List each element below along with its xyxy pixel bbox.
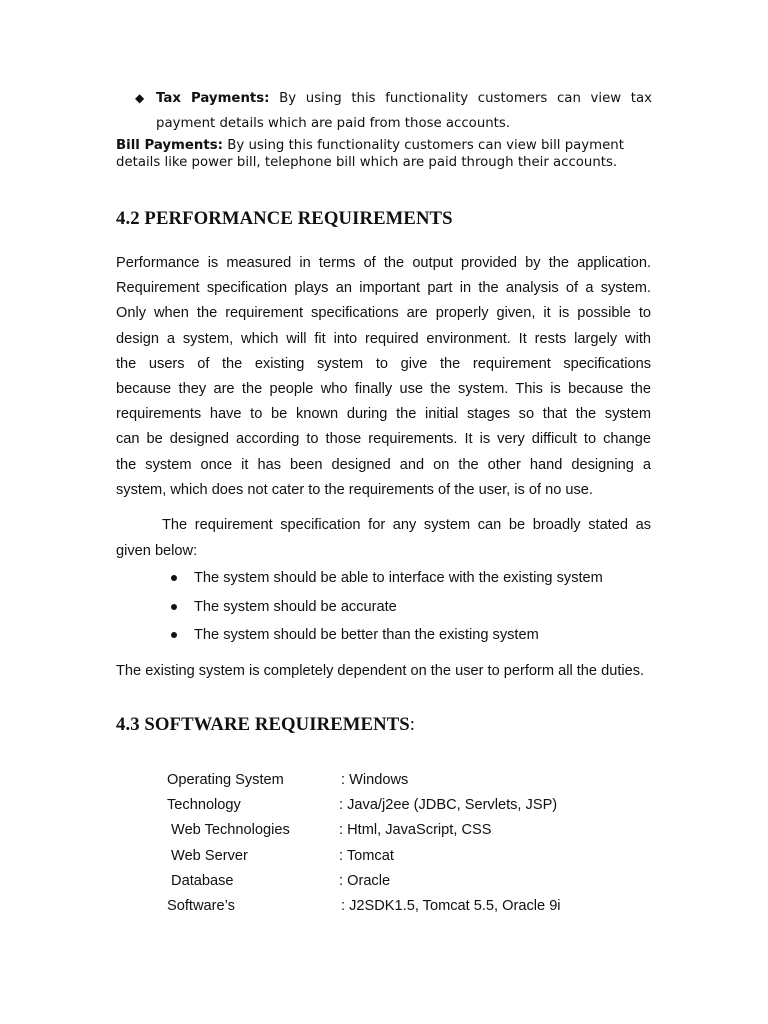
requirement-value: : Java/j2ee (JDBC, Servlets, JSP) xyxy=(339,797,558,814)
requirement-value: : Oracle xyxy=(339,872,391,889)
requirement-value: : Html, JavaScript, CSS xyxy=(339,822,492,839)
table-row xyxy=(167,898,647,923)
tax-payments-text: By using this functionality customers can view tax payment details which are paid from those accounts. xyxy=(156,91,652,131)
requirement-text: The system should be better than the existing system xyxy=(194,627,539,643)
section-heading-software xyxy=(116,714,415,736)
list-item xyxy=(168,593,603,622)
paragraph-line: the system once it has been designed and on the other hand designing a xyxy=(116,456,651,473)
requirement-key: Web Server xyxy=(167,847,248,864)
paragraph-line: requirements have to be known during the initial stages so that the system xyxy=(116,406,651,423)
paragraph-line: design a system, which will fit into required environment. It rests largely with xyxy=(116,330,651,347)
list-item xyxy=(168,564,603,593)
requirements-intro: The requirement specification for any system can be broadly stated as given below: xyxy=(116,517,651,559)
bill-payments-text: By using this functionality customers can view bill payment details like power bill, telephone bill which are paid through their accounts. xyxy=(116,138,624,170)
requirement-key: Database xyxy=(167,872,234,889)
requirement-key: Software’s xyxy=(167,897,235,914)
table-row xyxy=(167,822,647,847)
bullet-icon xyxy=(171,604,177,610)
requirement-value: : Windows xyxy=(341,772,409,788)
software-heading-text: 4.3 SOFTWARE REQUIREMENTS xyxy=(116,714,410,735)
software-requirements-table xyxy=(167,772,647,923)
requirement-value: : Tomcat xyxy=(339,847,394,864)
existing-system-paragraph: The existing system is completely dependent on the user to perform all the duties. xyxy=(116,663,645,679)
requirements-list xyxy=(168,564,603,650)
bill-payments-item xyxy=(116,138,652,171)
paragraph-line: Only when the requirement specifications are properly given, it is possible to xyxy=(116,305,651,322)
section-heading-performance: 4.2 PERFORMANCE REQUIREMENTS xyxy=(116,208,453,229)
table-row xyxy=(167,848,647,873)
requirement-text: The system should be accurate xyxy=(194,598,397,615)
paragraph-line: because they are the people who finally use the system. This is because the xyxy=(116,380,651,397)
bullet-icon xyxy=(171,632,177,638)
performance-paragraph xyxy=(116,251,651,503)
paragraph-line: the users of the existing system to give the requirement specifications xyxy=(116,355,651,372)
bullet-icon xyxy=(171,575,177,581)
tax-payments-item xyxy=(156,86,652,136)
table-row xyxy=(167,873,647,898)
table-row xyxy=(167,797,647,822)
bill-payments-term: Bill Payments: xyxy=(116,138,223,153)
paragraph-line: Performance is measured in terms of the output provided by the application. xyxy=(116,255,651,271)
requirement-key: Web Technologies xyxy=(167,822,290,839)
software-heading-colon: : xyxy=(409,714,416,735)
paragraph-line: can be designed according to those requirements. It is very difficult to change xyxy=(116,431,651,448)
requirement-value: : J2SDK1.5, Tomcat 5.5, Oracle 9i xyxy=(341,897,561,914)
requirement-key: Operating System xyxy=(167,772,284,788)
requirement-text: The system should be able to interface with the existing system xyxy=(194,570,603,586)
requirement-key: Technology xyxy=(167,797,241,814)
diamond-bullet-icon: ◆ xyxy=(135,91,145,105)
list-item xyxy=(168,621,603,650)
paragraph-line: system, which does not cater to the requirements of the user, is of no use. xyxy=(116,481,593,498)
paragraph-line: Requirement specification plays an important part in the analysis of a system. xyxy=(116,280,651,297)
tax-payments-term: Tax Payments: xyxy=(156,91,270,106)
table-row xyxy=(167,772,647,797)
